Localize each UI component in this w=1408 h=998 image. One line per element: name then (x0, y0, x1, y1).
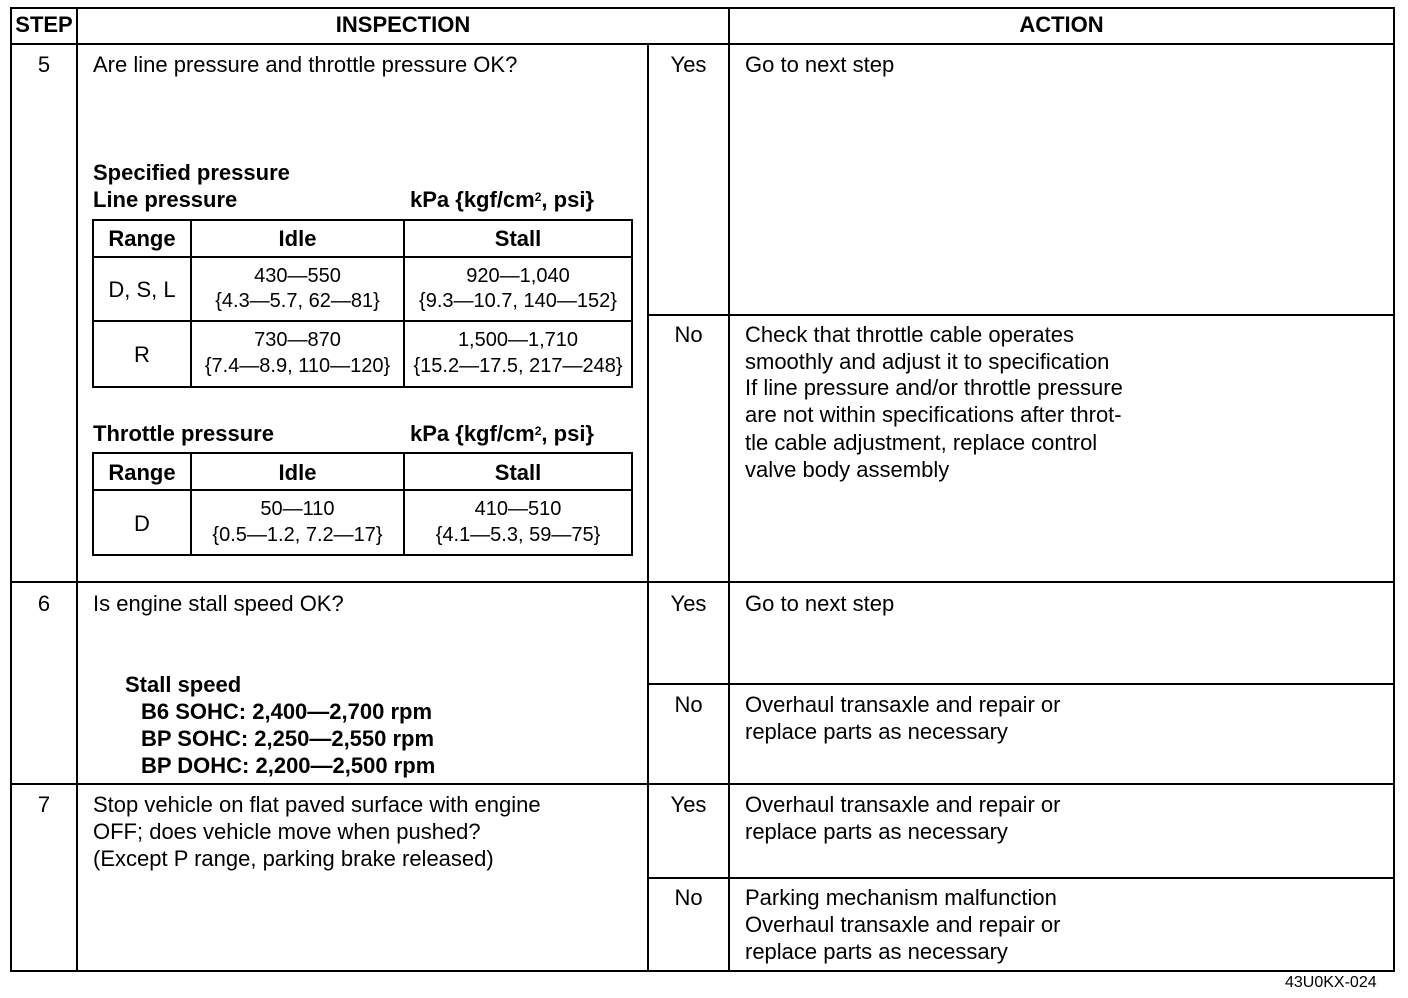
lp-table-row-line (92, 320, 633, 322)
unit-prefix: kPa {kgf/cm (410, 421, 535, 446)
unit-sup: 2 (534, 424, 542, 438)
lp-header-stall: Stall (494, 226, 542, 251)
stall-spec-bp-dohc: BP DOHC: 2,200—2,500 rpm (141, 753, 436, 778)
step7-no-action-3: replace parts as necessary (745, 939, 1008, 964)
unit-sup: 2 (534, 190, 542, 204)
tp-row1-stall-kpa: 410—510 (474, 498, 562, 520)
lp-header-idle: Idle (278, 226, 317, 251)
figure-code: 43U0KX-024 (1285, 974, 1377, 991)
step5-no: No (674, 322, 703, 347)
lp-row1-stall-kpa: 920—1,040 (466, 265, 570, 287)
header-step: STEP (15, 12, 73, 37)
step7-question-3: (Except P range, parking brake released) (93, 846, 494, 871)
step7-no-action-2: Overhaul transaxle and repair or (745, 912, 1061, 937)
tp-header-range: Range (108, 460, 176, 485)
step5-yes-action: Go to next step (745, 52, 895, 77)
step5-number: 5 (37, 52, 51, 77)
lp-row2-idle-kpa: 730—870 (254, 329, 341, 351)
tp-table-bottom (92, 554, 633, 556)
lp-table-bottom (92, 386, 633, 388)
unit-suffix: , psi} (541, 421, 594, 446)
step6-no-action-1: Overhaul transaxle and repair or (745, 692, 1061, 717)
step6-question: Is engine stall speed OK? (93, 591, 344, 616)
step7-question-2: OFF; does vehicle move when pushed? (93, 819, 481, 844)
tp-table-header-line (92, 489, 633, 491)
step5-question: Are line pressure and throttle pressure OK? (93, 52, 518, 77)
row6-yesno-divider (647, 683, 1395, 685)
lp-header-range: Range (108, 226, 176, 251)
step5-no-action-1: Check that throttle cable operates (745, 322, 1074, 347)
tp-table-top (92, 452, 633, 454)
step-column-line (76, 7, 78, 972)
step5-no-action-4: are not within specifications after throt- (745, 402, 1122, 427)
line-pressure-title: Line pressure (93, 187, 238, 212)
lp-row1-stall-alt: {9.3—10.7, 140—152} (419, 290, 617, 312)
row7-yesno-divider (647, 877, 1395, 879)
stall-spec-bp-sohc: BP SOHC: 2,250—2,550 rpm (141, 726, 435, 751)
step5-no-action-6: valve body assembly (745, 457, 950, 482)
header-action: ACTION (1019, 12, 1104, 37)
step5-no-action-2: smoothly and adjust it to specification (745, 349, 1110, 374)
table-border-right (1393, 7, 1395, 972)
specified-pressure-title: Specified pressure (93, 160, 290, 185)
lp-row2-stall-alt: {15.2—17.5, 217—248} (413, 355, 623, 377)
step5-no-action-5: tle cable adjustment, replace control (745, 430, 1098, 455)
step6-yes: Yes (670, 591, 707, 616)
stall-speed-title: Stall speed (125, 672, 242, 697)
lp-row2-stall-kpa: 1,500—1,710 (457, 329, 579, 351)
unit-prefix: kPa {kgf/cm (410, 187, 535, 212)
step6-yes-action: Go to next step (745, 591, 895, 616)
step6-no: No (674, 692, 703, 717)
header-bottom-line (10, 43, 1395, 45)
step7-yes-action-1: Overhaul transaxle and repair or (745, 792, 1061, 817)
unit-suffix: , psi} (541, 187, 594, 212)
tp-header-idle: Idle (278, 460, 317, 485)
table-border-top (10, 7, 1395, 9)
step7-no: No (674, 885, 703, 910)
step7-no-action-1: Parking mechanism malfunction (745, 885, 1057, 910)
action-column-line (728, 7, 730, 972)
lp-row1-idle-alt: {4.3—5.7, 62—81} (215, 290, 380, 312)
stall-spec-b6-sohc: B6 SOHC: 2,400—2,700 rpm (141, 699, 433, 724)
row6-bottom-line (10, 783, 1395, 785)
step6-number: 6 (37, 591, 51, 616)
step7-number: 7 (37, 792, 51, 817)
lp-table-top (92, 219, 633, 221)
step5-no-action-3: If line pressure and/or throttle pressure (745, 375, 1123, 400)
tp-table-right (631, 452, 633, 556)
lp-table-header-line (92, 256, 633, 258)
lp-row1-idle-kpa: 430—550 (254, 265, 341, 287)
step5-yes: Yes (670, 52, 707, 77)
tp-header-stall: Stall (494, 460, 542, 485)
lp-row2-range: R (134, 342, 150, 367)
throttle-pressure-unit (410, 420, 594, 447)
step7-yes: Yes (670, 792, 707, 817)
lp-table-right (631, 219, 633, 388)
table-border-left (10, 7, 12, 972)
lp-row1-range: D, S, L (108, 277, 176, 302)
tp-row1-stall-alt: {4.1—5.3, 59—75} (435, 524, 601, 546)
line-pressure-unit (410, 186, 594, 213)
yesno-column-line (647, 43, 649, 972)
tp-row1-range: D (134, 511, 150, 536)
tp-row1-idle-kpa: 50—110 (260, 498, 335, 520)
row5-bottom-line (10, 581, 1395, 583)
lp-row2-idle-alt: {7.4—8.9, 110—120} (204, 355, 391, 377)
step6-no-action-2: replace parts as necessary (745, 719, 1008, 744)
step7-question-1: Stop vehicle on flat paved surface with engine (93, 792, 541, 817)
header-inspection: INSPECTION (335, 12, 471, 37)
tp-row1-idle-alt: {0.5—1.2, 7.2—17} (212, 524, 383, 546)
step7-yes-action-2: replace parts as necessary (745, 819, 1008, 844)
throttle-pressure-title: Throttle pressure (93, 421, 274, 446)
table-border-bottom (10, 970, 1395, 972)
row5-yesno-divider (647, 314, 1395, 316)
